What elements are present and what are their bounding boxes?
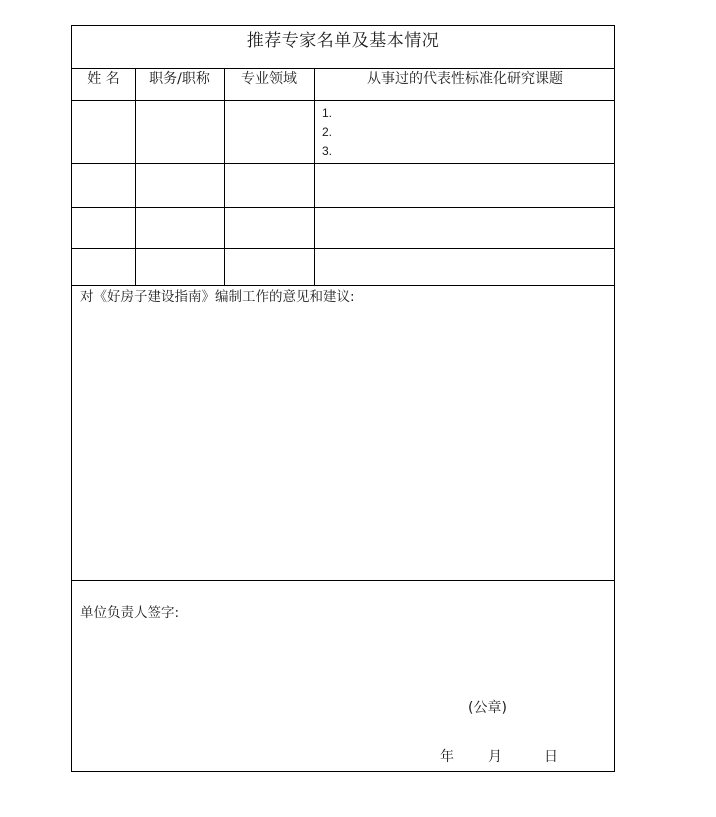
date-month-label: 月: [488, 749, 502, 765]
row-divider-3: [72, 248, 614, 249]
header-name: 姓 名: [87, 71, 120, 87]
expert-recommendation-form: [71, 25, 615, 772]
form-title: 推荐专家名单及基本情况: [246, 31, 440, 51]
header-topics: 从事过的代表性标准化研究课题: [367, 71, 563, 87]
date-year-label: 年: [440, 749, 454, 765]
opinion-label: 对《好房子建设指南》编制工作的意见和建议:: [80, 289, 355, 305]
signature-label: 单位负责人签字:: [80, 605, 180, 621]
column-divider-1: [135, 68, 136, 285]
topic-list-item: 2.: [322, 125, 333, 139]
topic-list-item: 1.: [322, 106, 333, 120]
opinion-bottom-divider: [72, 580, 614, 581]
topic-list-item: 3.: [322, 144, 333, 158]
row-divider-2: [72, 207, 614, 208]
date-day-label: 日: [544, 749, 558, 765]
column-divider-2: [224, 68, 225, 285]
topic-list: [322, 104, 332, 161]
seal-label: (公章): [468, 700, 507, 716]
column-divider-3: [314, 68, 315, 285]
header-divider: [72, 100, 614, 101]
row-divider-1: [72, 163, 614, 164]
header-field: 专业领域: [241, 71, 297, 87]
table-bottom-divider: [72, 285, 614, 286]
header-position: 职务/职称: [149, 71, 210, 87]
